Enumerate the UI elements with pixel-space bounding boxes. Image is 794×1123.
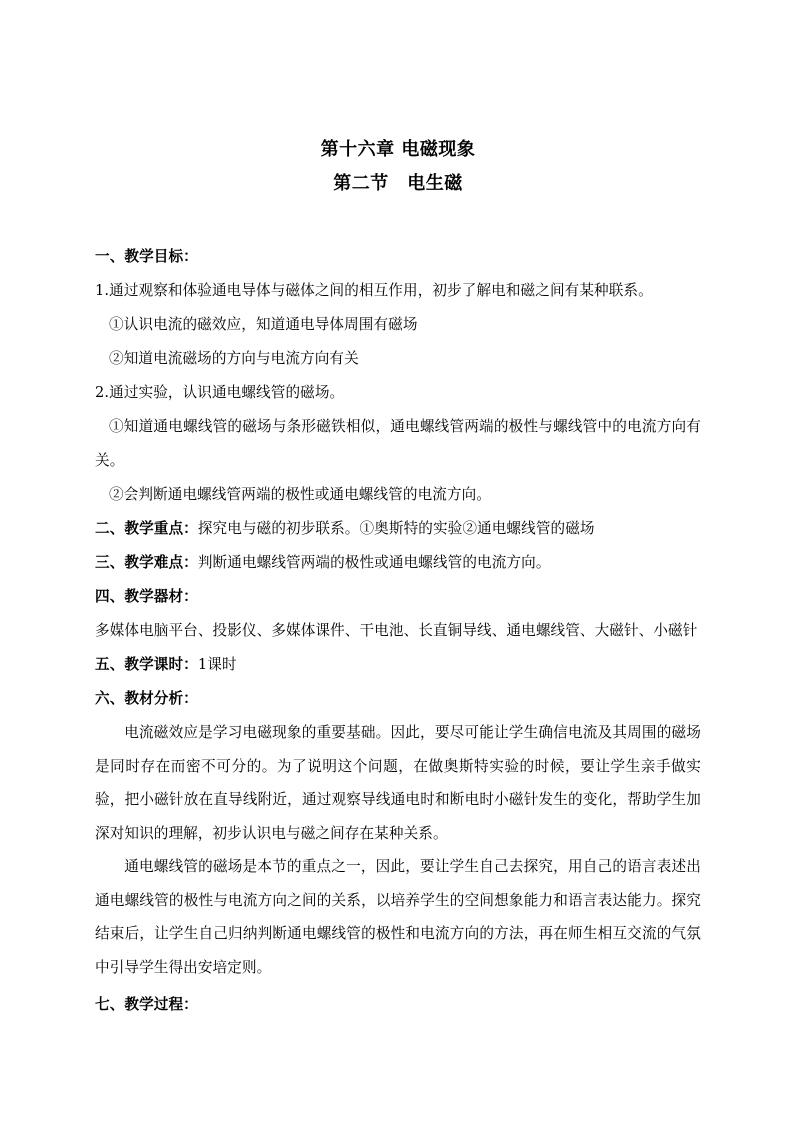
objective-item-2-sub-1-wrapper xyxy=(95,410,701,478)
objectives-heading-line xyxy=(95,240,701,274)
hours-line xyxy=(95,648,701,682)
hours-text: 1课时 xyxy=(197,656,237,673)
analysis-paragraph-1: 电流磁效应是学习电磁现象的重要基础。因此，要尽可能让学生确信电流及其周围的磁场是同时存在而密不可分的。为了说明这个问题，在做奥斯特实验的时候，要让学生亲手做实验，把小磁针放在直导线附近，通过观察导线通电时和断电时小磁针发生的变化，帮助学生加深对知识的理解，初步认识电与磁之间存在某种关系。 xyxy=(95,724,701,842)
objective-item-2-sub-1: ①知道通电螺线管的磁场与条形磁铁相似，通电螺线管两端的极性与螺线管中的电流方向有关。 xyxy=(95,418,701,469)
key-points-heading: 二、教学重点： xyxy=(95,520,198,537)
key-points-line xyxy=(95,512,701,546)
equipment-heading: 四、教学器材： xyxy=(95,588,198,605)
equipment-heading-line xyxy=(95,580,701,614)
key-points-text: 探究电与磁的初步联系。①奥斯特的实验②通电螺线管的磁场 xyxy=(197,520,595,537)
process-heading: 七、教学过程： xyxy=(95,996,198,1013)
section-title: 第二节 电生磁 xyxy=(333,173,463,194)
analysis-paragraph-2: 通电螺线管的磁场是本节的重点之一，因此，要让学生自己去探究，用自己的语言表述出通电螺线管的极性与电流方向之间的关系，以培养学生的空间想象能力和语言表达能力。探究结束后，让学生自己归纳判断通电螺线管的极性和电流方向的方法，再在师生相互交流的气氛中引导学生得出安培定则。 xyxy=(95,858,701,976)
document-content xyxy=(95,134,701,1022)
analysis-heading: 六、教材分析： xyxy=(95,690,198,707)
hours-heading: 五、教学课时： xyxy=(95,656,198,673)
equipment-text: 多媒体电脑平台、投影仪、多媒体课件、干电池、长直铜导线、通电螺线管、大磁针、小磁针 xyxy=(95,622,698,639)
difficulties-line xyxy=(95,546,701,580)
objective-item-1: 1.通过观察和体验通电导体与磁体之间的相互作用，初步了解电和磁之间有某种联系。 xyxy=(95,282,653,299)
process-heading-line xyxy=(95,988,701,1022)
analysis-heading-line xyxy=(95,682,701,716)
difficulties-text: 判断通电螺线管两端的极性或通电螺线管的电流方向。 xyxy=(197,554,551,571)
title-spacer xyxy=(95,200,701,240)
objective-item-1-sub-2: ②知道电流磁场的方向与电流方向有关 xyxy=(109,350,359,367)
objective-item-2: 2.通过实验，认识通电螺线管的磁场。 xyxy=(95,384,345,401)
objectives-heading: 一、教学目标： xyxy=(95,248,198,265)
difficulties-heading: 三、教学难点： xyxy=(95,554,198,571)
objective-item-2-sub-2: ②会判断通电螺线管两端的极性或通电螺线管的电流方向。 xyxy=(109,486,492,503)
chapter-title: 第十六章 电磁现象 xyxy=(320,139,476,160)
objective-item-1-sub-1: ①认识电流的磁效应，知道通电导体周围有磁场 xyxy=(109,316,418,333)
